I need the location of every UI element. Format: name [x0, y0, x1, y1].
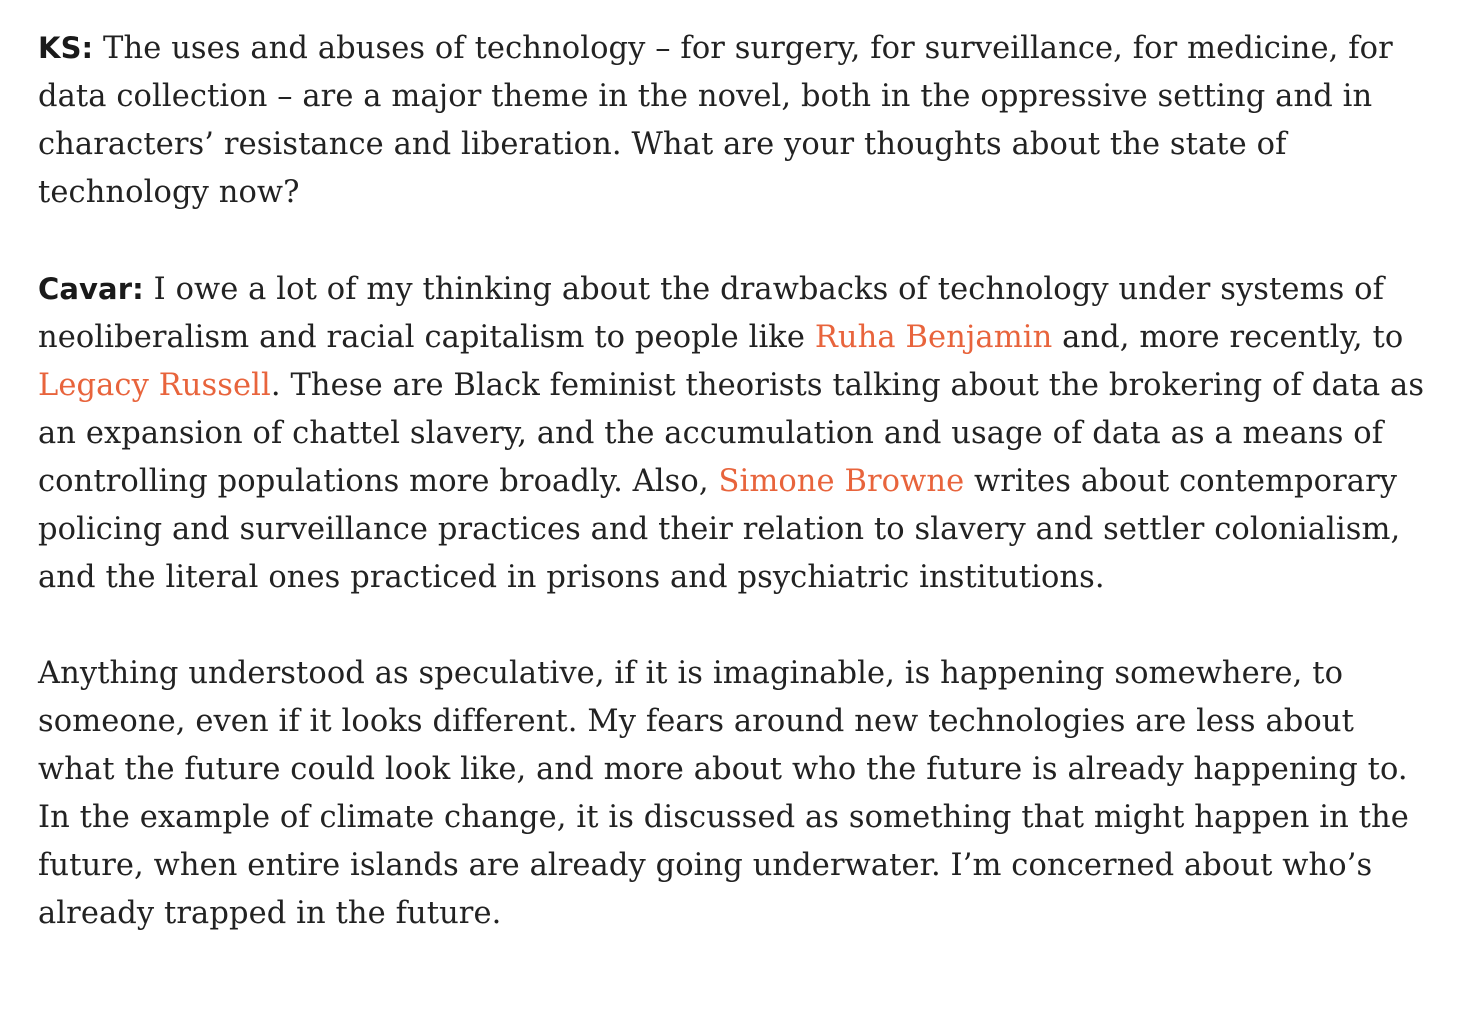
- answer-text-segment: I owe a lot of my thinking about the drawbacks of technology under systems of neoliberalism and racial capitalism to people like: [38, 272, 1384, 355]
- article-body: [38, 24, 1438, 938]
- speaker-label-cavar: Cavar:: [38, 272, 144, 306]
- link-ruha-benjamin[interactable]: Ruha Benjamin: [814, 320, 1053, 355]
- speaker-label-ks: KS:: [38, 31, 94, 65]
- answer-text-segment: . These are Black feminist theorists talking about the brokering of data as an expansion of chattel slavery, and the accumulation and usage of data as a means of controlling populations more broadly. Also,: [38, 368, 1425, 499]
- answer-continuation-paragraph: Anything understood as speculative, if it is imaginable, is happening somewhere, to someone, even if it looks different. My fears around new technologies are less about what the future could look like, and more about who the future is already happening to. In the example of climate change, it is discussed as something that might happen in the future, when entire islands are already going underwater. I’m concerned about who’s already trapped in the future.: [38, 656, 1409, 931]
- link-legacy-russell[interactable]: Legacy Russell: [38, 368, 271, 403]
- question-text: The uses and abuses of technology – for surgery, for surveillance, for medicine, for data collection – are a major theme in the novel, both in the oppressive setting and in characters’ resistance and liberation. What are your thoughts about the state of technology now?: [38, 31, 1393, 210]
- answer-paragraph: [38, 265, 1438, 602]
- question-paragraph: [38, 24, 1438, 217]
- answer-text-segment: writes about contemporary policing and surveillance practices and their relation to slavery and settler colonialism, and the literal ones practiced in prisons and psychiatric institutions.: [38, 464, 1401, 595]
- link-simone-browne[interactable]: Simone Browne: [718, 464, 965, 499]
- answer-text-segment: and, more recently, to: [1052, 320, 1404, 355]
